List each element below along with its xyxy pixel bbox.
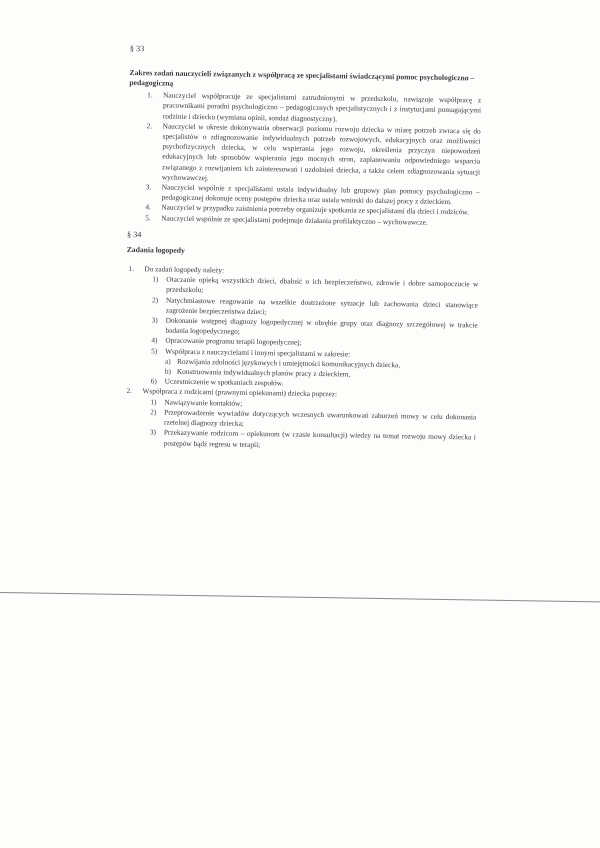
- section-34-heading: Zadania logopedy: [126, 245, 185, 255]
- item-text: Otaczanie opieką wszystkich dzieci, dbałość o ich bezpieczeństwo, zdrowie i dobre samopoczucie w przedszkolu;: [166, 274, 479, 295]
- item-text: Natychmiastowe reagowanie na wszelkie dostrzeżone sytuacje lub zachowania dzieci stanowiące zagrożenie bezpieczeństwa dzieci;: [165, 295, 479, 317]
- item-number: 1.: [128, 264, 135, 274]
- item-text: Rozwijania zdolności językowych i umiejętności komunikacyjnych dziecka,: [176, 356, 401, 370]
- item-number: 5): [151, 346, 158, 356]
- item-text: Nauczyciel wspólnie z specjalistami ustala indywidualny lub grupowy plan pomocy psychologiczno – pedagogicznej dokonuje oceny postępów dziecka oraz ustala wnioski do dalszej pracy z dzieckiem.: [161, 182, 480, 207]
- item-number: 1): [152, 274, 159, 284]
- section-34-list: [124, 264, 479, 453]
- item-number: 2.: [126, 386, 133, 396]
- document-body: [124, 44, 482, 453]
- item-number: 2): [150, 407, 157, 417]
- item-number: 2.: [146, 121, 153, 131]
- item-text: Do zadań logopedy należy:: [144, 264, 225, 275]
- item-number: 3): [151, 315, 158, 325]
- item-text: Współpraca z rodzicami (prawnymi opiekunami) dziecka poprzez:: [142, 386, 338, 399]
- item-text: Nauczyciel współpracuje ze specjalistami zatrudnionymi w przedszkolu, nawiązuje współpracę z pracownikami poradni psychologiczno – pedagogicznych specjalistycznych i z instytucjami pomagającymi rodzinie i dziecku (wymiana opinii, sondaż diagnostyczny).: [162, 90, 482, 123]
- scan-edge-line: [0, 592, 600, 602]
- item-text: Konstruowania indywidualnych planów pracy z dzieckiem,: [176, 366, 351, 379]
- section-33-list: [127, 90, 481, 228]
- item-number: 3.: [145, 182, 152, 192]
- item-number: b): [164, 366, 172, 376]
- item-number: 5.: [145, 212, 151, 222]
- item-number: 4): [151, 335, 158, 345]
- item-text: Przekazywanie rodzicom – opiekunom (w czasie konsultacji) wiedzy na temat rozwoju mowy dziecka i postępów bądź regresu w terapii;: [163, 427, 476, 449]
- item-text: Opracowanie programu terapii logopedycznej;: [165, 336, 302, 348]
- item-number: 3): [149, 427, 157, 437]
- list-item: [128, 121, 481, 188]
- section-33-number: § 33: [129, 44, 145, 54]
- item-number: 1.: [147, 90, 153, 100]
- item-text: Dokonanie wstępnej diagnozy logopedycznej w obrębie grupy oraz diagnozy szczegółowej w trakcie badania logopedycznego;: [165, 315, 478, 337]
- item-number: 2): [151, 295, 159, 305]
- section-33-heading: Zakres zadań nauczycieli związanych z współpracą ze specjalistami świadczącymi pomoc psychologiczno – pedagogiczną: [129, 68, 475, 88]
- sub-list-item: [124, 427, 476, 453]
- item-number: 1): [150, 397, 157, 407]
- item-text: Przeprowadzenie wywiadów dotyczących wczesnych uwarunkowań zaburzeń mowy w celu dokonania rzetelnej diagnozy dziecka;: [163, 407, 477, 428]
- item-text: Współpraca z nauczycielami i innymi specjalistami w zakresie:: [165, 346, 351, 359]
- item-number: a): [164, 356, 171, 366]
- section-34-number: § 34: [126, 229, 142, 240]
- item-text: Nauczyciel w okresie dokonywania obserwacji poziomu rozwoju dziecka w miarę potrzeb zwraca się do specjalistów o zdiagnozowanie indywidualnych potrzeb rozwojowych, edukacyjnych oraz możliwości psychofizycznych dziecka, w celu wspierania jego rozwoju, określenia przyczyn niepowodzeń edukacyjnych lub sposobów wspierania jego mocnych stron, zaplanowaniu odpowiedniego wsparcia związanego z rozwijaniem ich zainteresowań i uzdolnień dziecka, a także celem zdiagnozowania sytuacji wychowawczej.: [161, 121, 481, 183]
- item-number: 6): [150, 376, 157, 386]
- item-text: Nauczyciel w przypadku zaistnienia potrzeby organizuje spotkania ze specjalistami dla dzieci i rodziców.: [161, 202, 470, 217]
- item-text: Nawiązywanie kontaktów;: [164, 397, 243, 408]
- item-text: Nauczyciel wspólnie ze specjalistami podejmuje działania profilaktyczno – wychowawcze.: [161, 213, 428, 227]
- item-number: 4.: [145, 202, 151, 212]
- item-text: Uczestniczenie w spotkaniach zespołów.: [164, 376, 284, 388]
